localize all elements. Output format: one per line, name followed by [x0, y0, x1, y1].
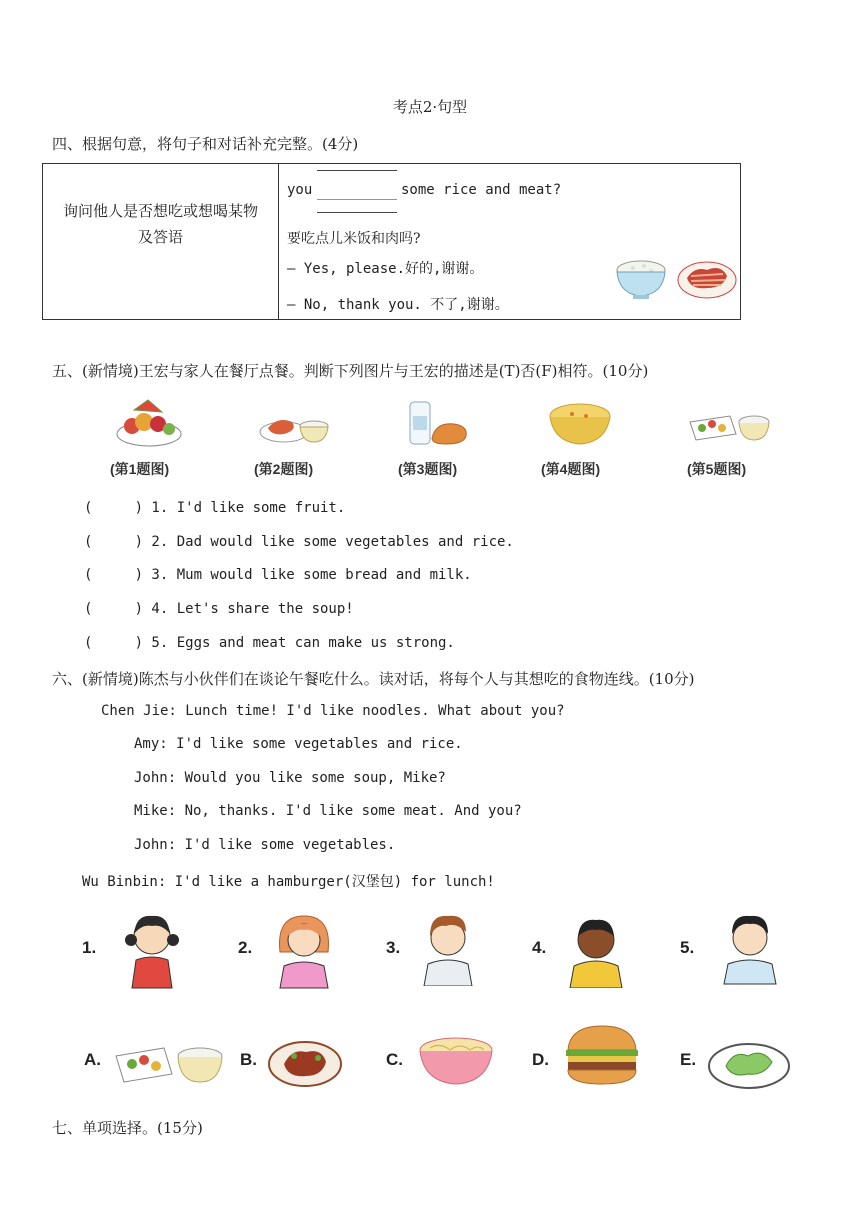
translation-line: 要吃点儿米饭和肉吗? [287, 231, 421, 247]
answer-blank[interactable] [317, 199, 397, 200]
dialogue-line-5: John: I'd like some vegetables. [134, 837, 396, 853]
milk-bread-picture [402, 398, 472, 450]
girl-pigtails-picture [122, 908, 182, 990]
rice-bowl-picture [611, 256, 671, 302]
caption-2: (第2题图) [254, 461, 314, 477]
soup-bowl-picture [546, 400, 614, 450]
food-label-b: B. [240, 1050, 257, 1069]
dialogue-line-4: Mike: No, thanks. I'd like some meat. And you? [134, 803, 522, 819]
person-label-4: 4. [532, 938, 547, 957]
caption-4: (第4题图) [541, 461, 601, 477]
dialogue-line-2: Amy: I'd like some vegetables and rice. [134, 736, 463, 752]
boy-brown-hair-picture [418, 908, 478, 986]
tf-item-5[interactable]: ( ) 5. Eggs and meat can make us strong. [84, 635, 455, 651]
noodle-bowl-picture [416, 1032, 496, 1088]
vegetables-plate-picture [706, 1036, 792, 1092]
food-label-c: C. [386, 1050, 403, 1069]
person-label-2: 2. [238, 938, 253, 957]
tf-item-2[interactable]: ( ) 2. Dad would like some vegetables and rice. [84, 534, 514, 550]
answer-no: — No, thank you. 不了,谢谢。 [287, 297, 509, 313]
dialogue-line-6: Wu Binbin: I'd like a hamburger(汉堡包) for lunch! [82, 874, 495, 890]
page-title: 考点2·句型 [392, 98, 468, 116]
tf-item-1[interactable]: ( ) 1. I'd like some fruit. [84, 500, 346, 516]
blank-line-top [317, 170, 397, 171]
section-4-heading: 四、根据句意，将句子和对话补充完整。(4分) [52, 135, 359, 153]
blank-line-bottom [317, 212, 397, 213]
vegetables-and-rice-picture [112, 1036, 228, 1086]
caption-1: (第1题图) [110, 461, 170, 477]
sentence-table [42, 163, 741, 320]
boy-dark-skin-picture [564, 910, 628, 988]
sentence-you: you [287, 182, 313, 198]
girl-orange-hair-picture [272, 908, 336, 990]
person-label-5: 5. [680, 938, 695, 957]
section-7-heading: 七、单项选择。(15分) [52, 1119, 203, 1137]
food-label-a: A. [84, 1050, 101, 1069]
meat-dish-picture [266, 1034, 344, 1090]
tf-item-3[interactable]: ( ) 3. Mum would like some bread and milk. [84, 567, 472, 583]
caption-5: (第5题图) [687, 461, 747, 477]
answer-yes: — Yes, please.好的,谢谢。 [287, 261, 484, 277]
food-label-d: D. [532, 1050, 549, 1069]
person-label-3: 3. [386, 938, 401, 957]
function-description: 询问他人是否想吃或想喝某物及答语 [62, 202, 258, 246]
table-left-cell [43, 164, 279, 320]
vegetables-rice-picture [686, 398, 772, 448]
section-5-heading: 五、(新情境)王宏与家人在餐厅点餐。判断下列图片与王宏的描述是(T)否(F)相符。(10分) [52, 362, 649, 380]
meat-plate-picture [675, 254, 739, 302]
person-label-1: 1. [82, 938, 97, 957]
sentence-rest: some rice and meat? [401, 182, 562, 198]
table-right-cell [279, 164, 741, 320]
section-6-heading: 六、(新情境)陈杰与小伙伴们在谈论午餐吃什么。读对话，将每个人与其想吃的食物连线。(10分) [52, 670, 695, 688]
caption-3: (第3题图) [398, 461, 458, 477]
meat-rice-picture [258, 398, 330, 448]
hamburger-picture [562, 1024, 642, 1088]
dialogue-line-3: John: Would you like some soup, Mike? [134, 770, 446, 786]
fruit-plate-picture [114, 396, 184, 448]
boy-black-hair-picture [718, 908, 782, 986]
tf-item-4[interactable]: ( ) 4. Let's share the soup! [84, 601, 354, 617]
food-label-e: E. [680, 1050, 697, 1069]
dialogue-line-1: Chen Jie: Lunch time! I'd like noodles. What about you? [101, 703, 565, 719]
